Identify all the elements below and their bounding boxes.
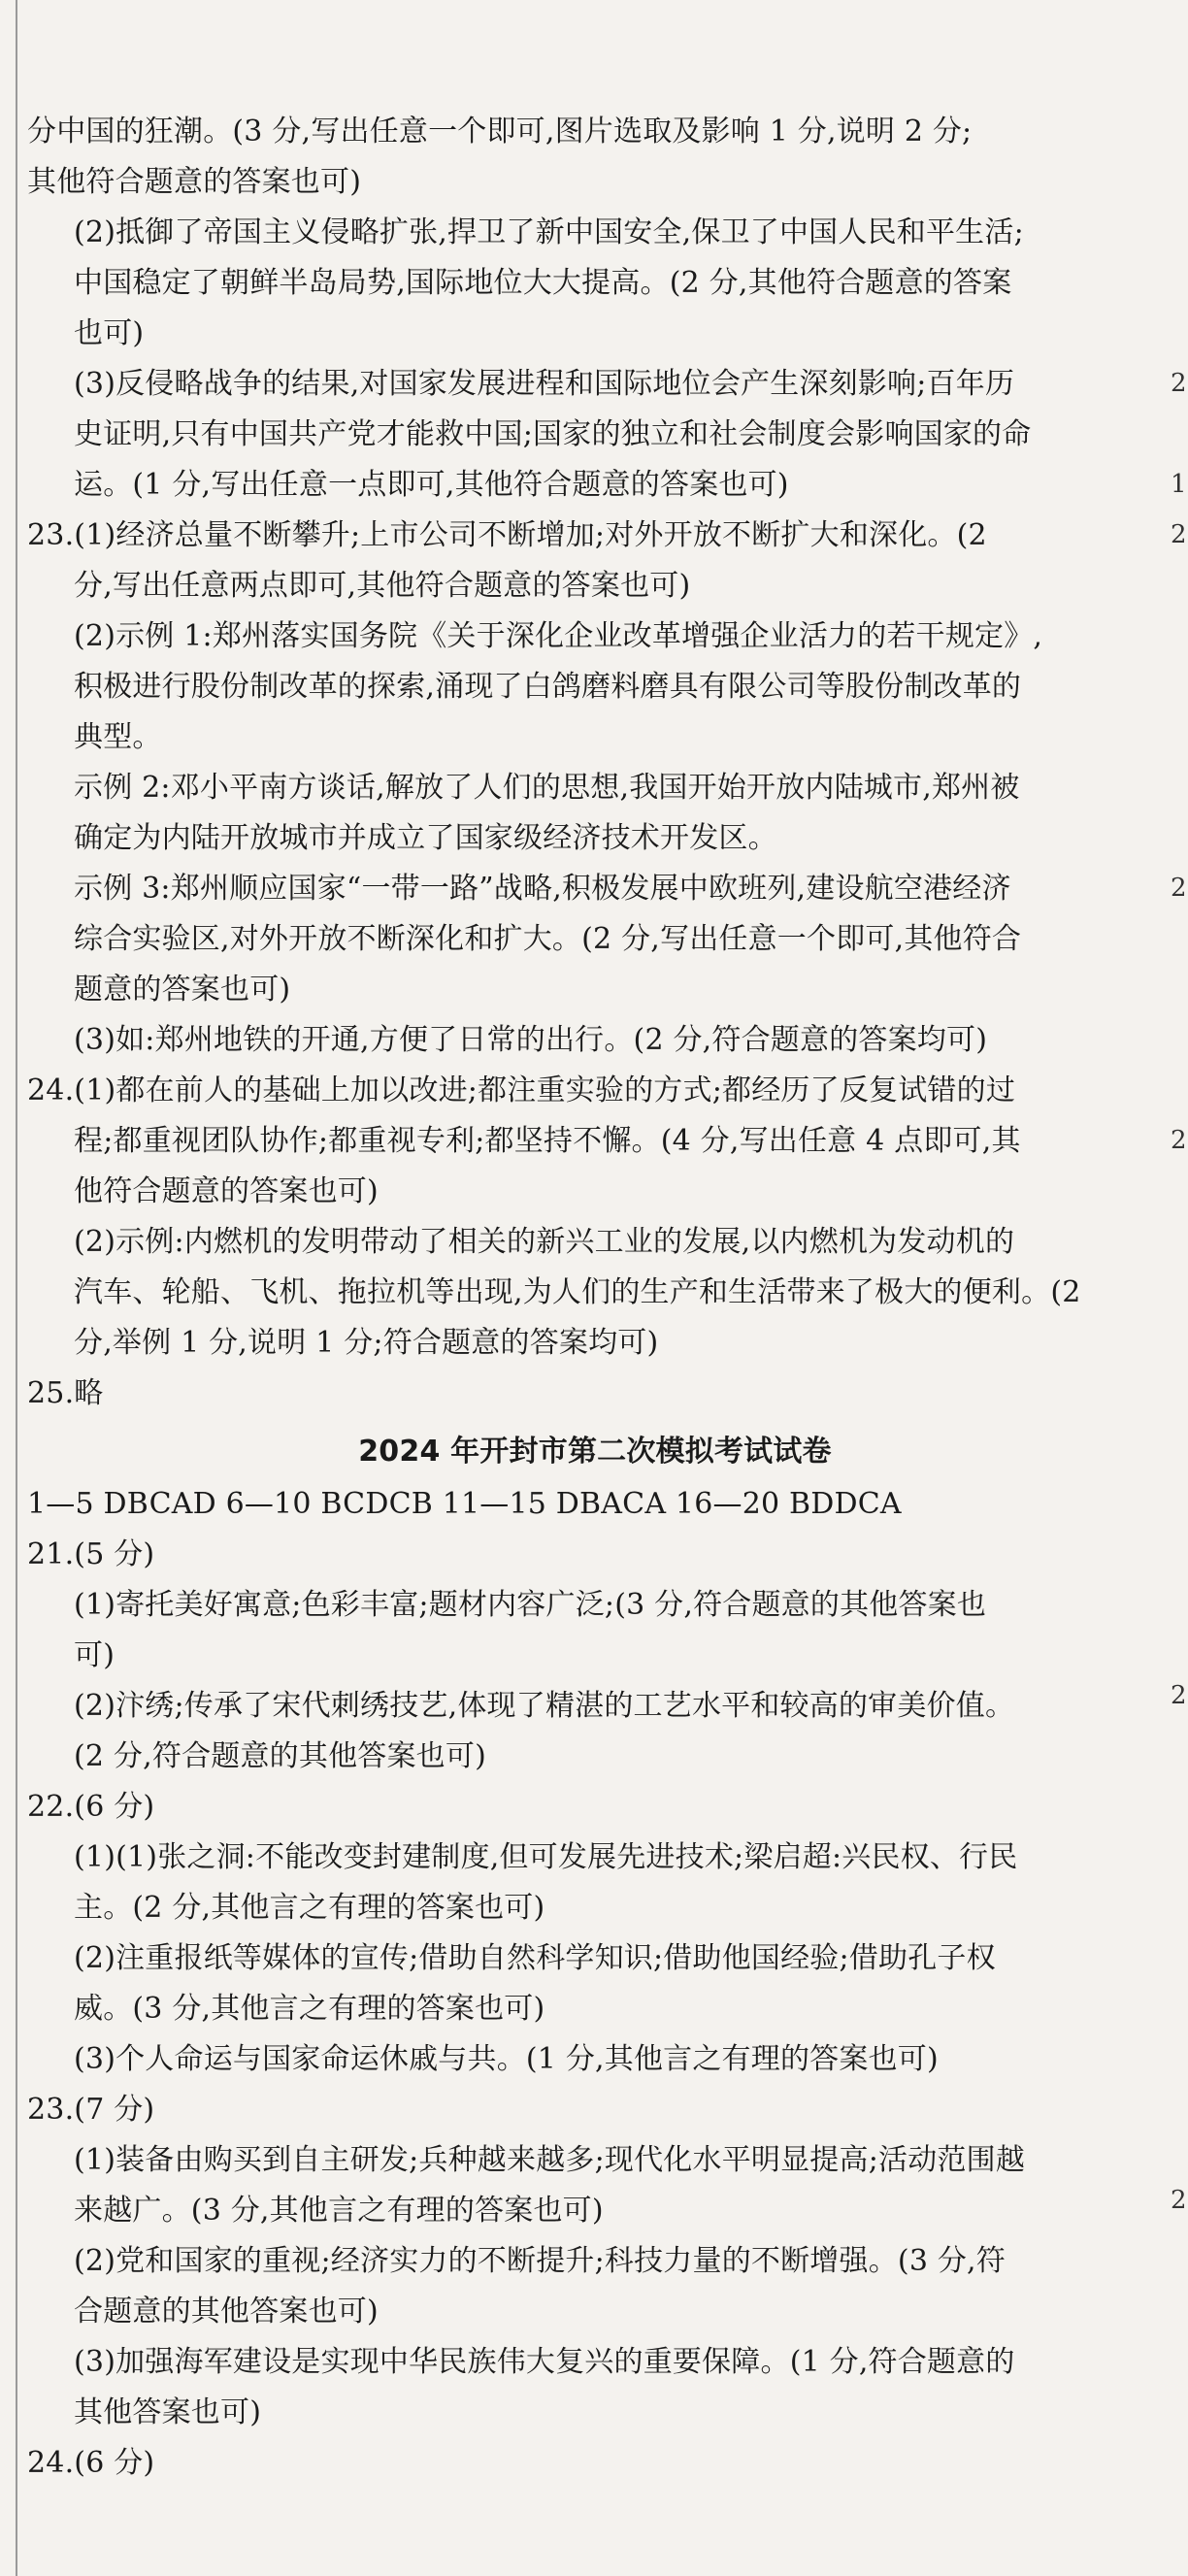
answer-line: 25.略	[27, 1376, 104, 1410]
answer-line: (2)注重报纸等媒体的宣传;借助自然科学知识;借助他国经验;借助孔子权	[74, 1941, 996, 1975]
section-title: 2024 年开封市第二次模拟考试试卷	[358, 1435, 832, 1469]
answer-line: (1)(1)张之洞:不能改变封建制度,但可发展先进技术;梁启超:兴民权、行民	[74, 1840, 1018, 1874]
answer-line: 积极进行股份制改革的探索,涌现了白鸽磨料磨具有限公司等股份制改革的	[74, 670, 1022, 704]
answer-line: 24.(6 分)	[27, 2446, 155, 2480]
answer-line: (3)加强海军建设是实现中华民族伟大复兴的重要保障。(1 分,符合题意的	[74, 2345, 1015, 2379]
answer-page	[27, 107, 1163, 2489]
answer-line: 1—5 DBCAD 6—10 BCDCB 11—15 DBACA 16—20 BDDCA	[27, 1487, 902, 1521]
answer-line: 汽车、轮船、飞机、拖拉机等出现,为人们的生产和生活带来了极大的便利。(2	[74, 1275, 1081, 1309]
answer-line: 示例 2:邓小平南方谈话,解放了人们的思想,我国开始开放内陆城市,郑州被	[74, 771, 1020, 805]
answer-line: 威。(3 分,其他言之有理的答案也可)	[74, 1992, 545, 2026]
answer-line: 21.(5 分)	[27, 1537, 155, 1571]
answer-line: (2)汴绣;传承了宋代刺绣技艺,体现了精湛的工艺水平和较高的审美价值。	[74, 1689, 1015, 1723]
left-binding-rule	[16, 0, 17, 2576]
answer-line: (1)寄托美好寓意;色彩丰富;题材内容广泛;(3 分,符合题意的其他答案也	[74, 1588, 987, 1622]
edge-mark: 2	[1171, 2186, 1187, 2215]
answer-line: 来越广。(3 分,其他言之有理的答案也可)	[74, 2194, 604, 2228]
answer-line: 程;都重视团队协作;都重视专利;都坚持不懈。(4 分,写出任意 4 点即可,其	[74, 1124, 1021, 1158]
answer-line: 确定为内陆开放城市并成立了国家级经济技术开发区。	[74, 821, 777, 855]
answer-line: (2)示例 1:郑州落实国务院《关于深化企业改革增强企业活力的若干规定》,	[74, 619, 1043, 653]
answer-line: 24.(1)都在前人的基础上加以改进;都注重实验的方式;都经历了反复试错的过	[27, 1073, 1016, 1107]
edge-mark: 2	[1171, 520, 1187, 549]
answer-line: 综合实验区,对外开放不断深化和扩大。(2 分,写出任意一个即可,其他符合	[74, 922, 1022, 956]
answer-line: 23.(1)经济总量不断攀升;上市公司不断增加;对外开放不断扩大和深化。(2	[27, 518, 987, 552]
answer-line: 示例 3:郑州顺应国家“一带一路”战略,积极发展中欧班列,建设航空港经济	[74, 872, 1011, 906]
answer-line: 典型。	[74, 720, 162, 754]
answer-line: 可)	[74, 1638, 116, 1672]
answer-line: 分中国的狂潮。(3 分,写出任意一个即可,图片选取及影响 1 分,说明 2 分;	[27, 115, 973, 149]
answer-line: (2 分,符合题意的其他答案也可)	[74, 1739, 486, 1773]
answer-line: 运。(1 分,写出任意一点即可,其他符合题意的答案也可)	[74, 468, 789, 502]
answer-line: (3)如:郑州地铁的开通,方便了日常的出行。(2 分,符合题意的答案均可)	[74, 1023, 988, 1057]
answer-line: 分,写出任意两点即可,其他符合题意的答案也可)	[74, 569, 691, 603]
edge-mark: 2	[1171, 369, 1187, 398]
answer-line: 分,举例 1 分,说明 1 分;符合题意的答案均可)	[74, 1326, 659, 1360]
answer-line: 其他符合题意的答案也可)	[27, 165, 362, 199]
edge-mark: 2	[1171, 874, 1187, 903]
answer-line: (3)反侵略战争的结果,对国家发展进程和国际地位会产生深刻影响;百年历	[74, 367, 1015, 401]
edge-mark: 2	[1171, 1681, 1187, 1710]
answer-line: 22.(6 分)	[27, 1790, 155, 1824]
edge-mark: 2	[1171, 1126, 1187, 1155]
answer-line: 中国稳定了朝鲜半岛局势,国际地位大大提高。(2 分,其他符合题意的答案	[74, 266, 1012, 300]
answer-line: 也可)	[74, 316, 145, 350]
answer-line: (2)示例:内燃机的发明带动了相关的新兴工业的发展,以内燃机为发动机的	[74, 1225, 1015, 1259]
answer-line: 合题意的其他答案也可)	[74, 2295, 379, 2328]
answer-line: (1)装备由购买到自主研发;兵种越来越多;现代化水平明显提高;活动范围越	[74, 2143, 1026, 2177]
answer-line: (2)党和国家的重视;经济实力的不断提升;科技力量的不断增强。(3 分,符	[74, 2244, 1006, 2278]
answer-line: 其他答案也可)	[74, 2395, 262, 2429]
answer-line: (2)抵御了帝国主义侵略扩张,捍卫了新中国安全,保卫了中国人民和平生活;	[74, 215, 1024, 249]
answer-line: 史证明,只有中国共产党才能救中国;国家的独立和社会制度会影响国家的命	[74, 417, 1032, 451]
edge-mark: 1	[1171, 470, 1187, 499]
answer-line: 23.(7 分)	[27, 2093, 155, 2127]
answer-line: 题意的答案也可)	[74, 973, 291, 1007]
answer-line: 他符合题意的答案也可)	[74, 1174, 379, 1208]
answer-line: 主。(2 分,其他言之有理的答案也可)	[74, 1891, 545, 1925]
answer-line: (3)个人命运与国家命运休戚与共。(1 分,其他言之有理的答案也可)	[74, 2042, 939, 2076]
